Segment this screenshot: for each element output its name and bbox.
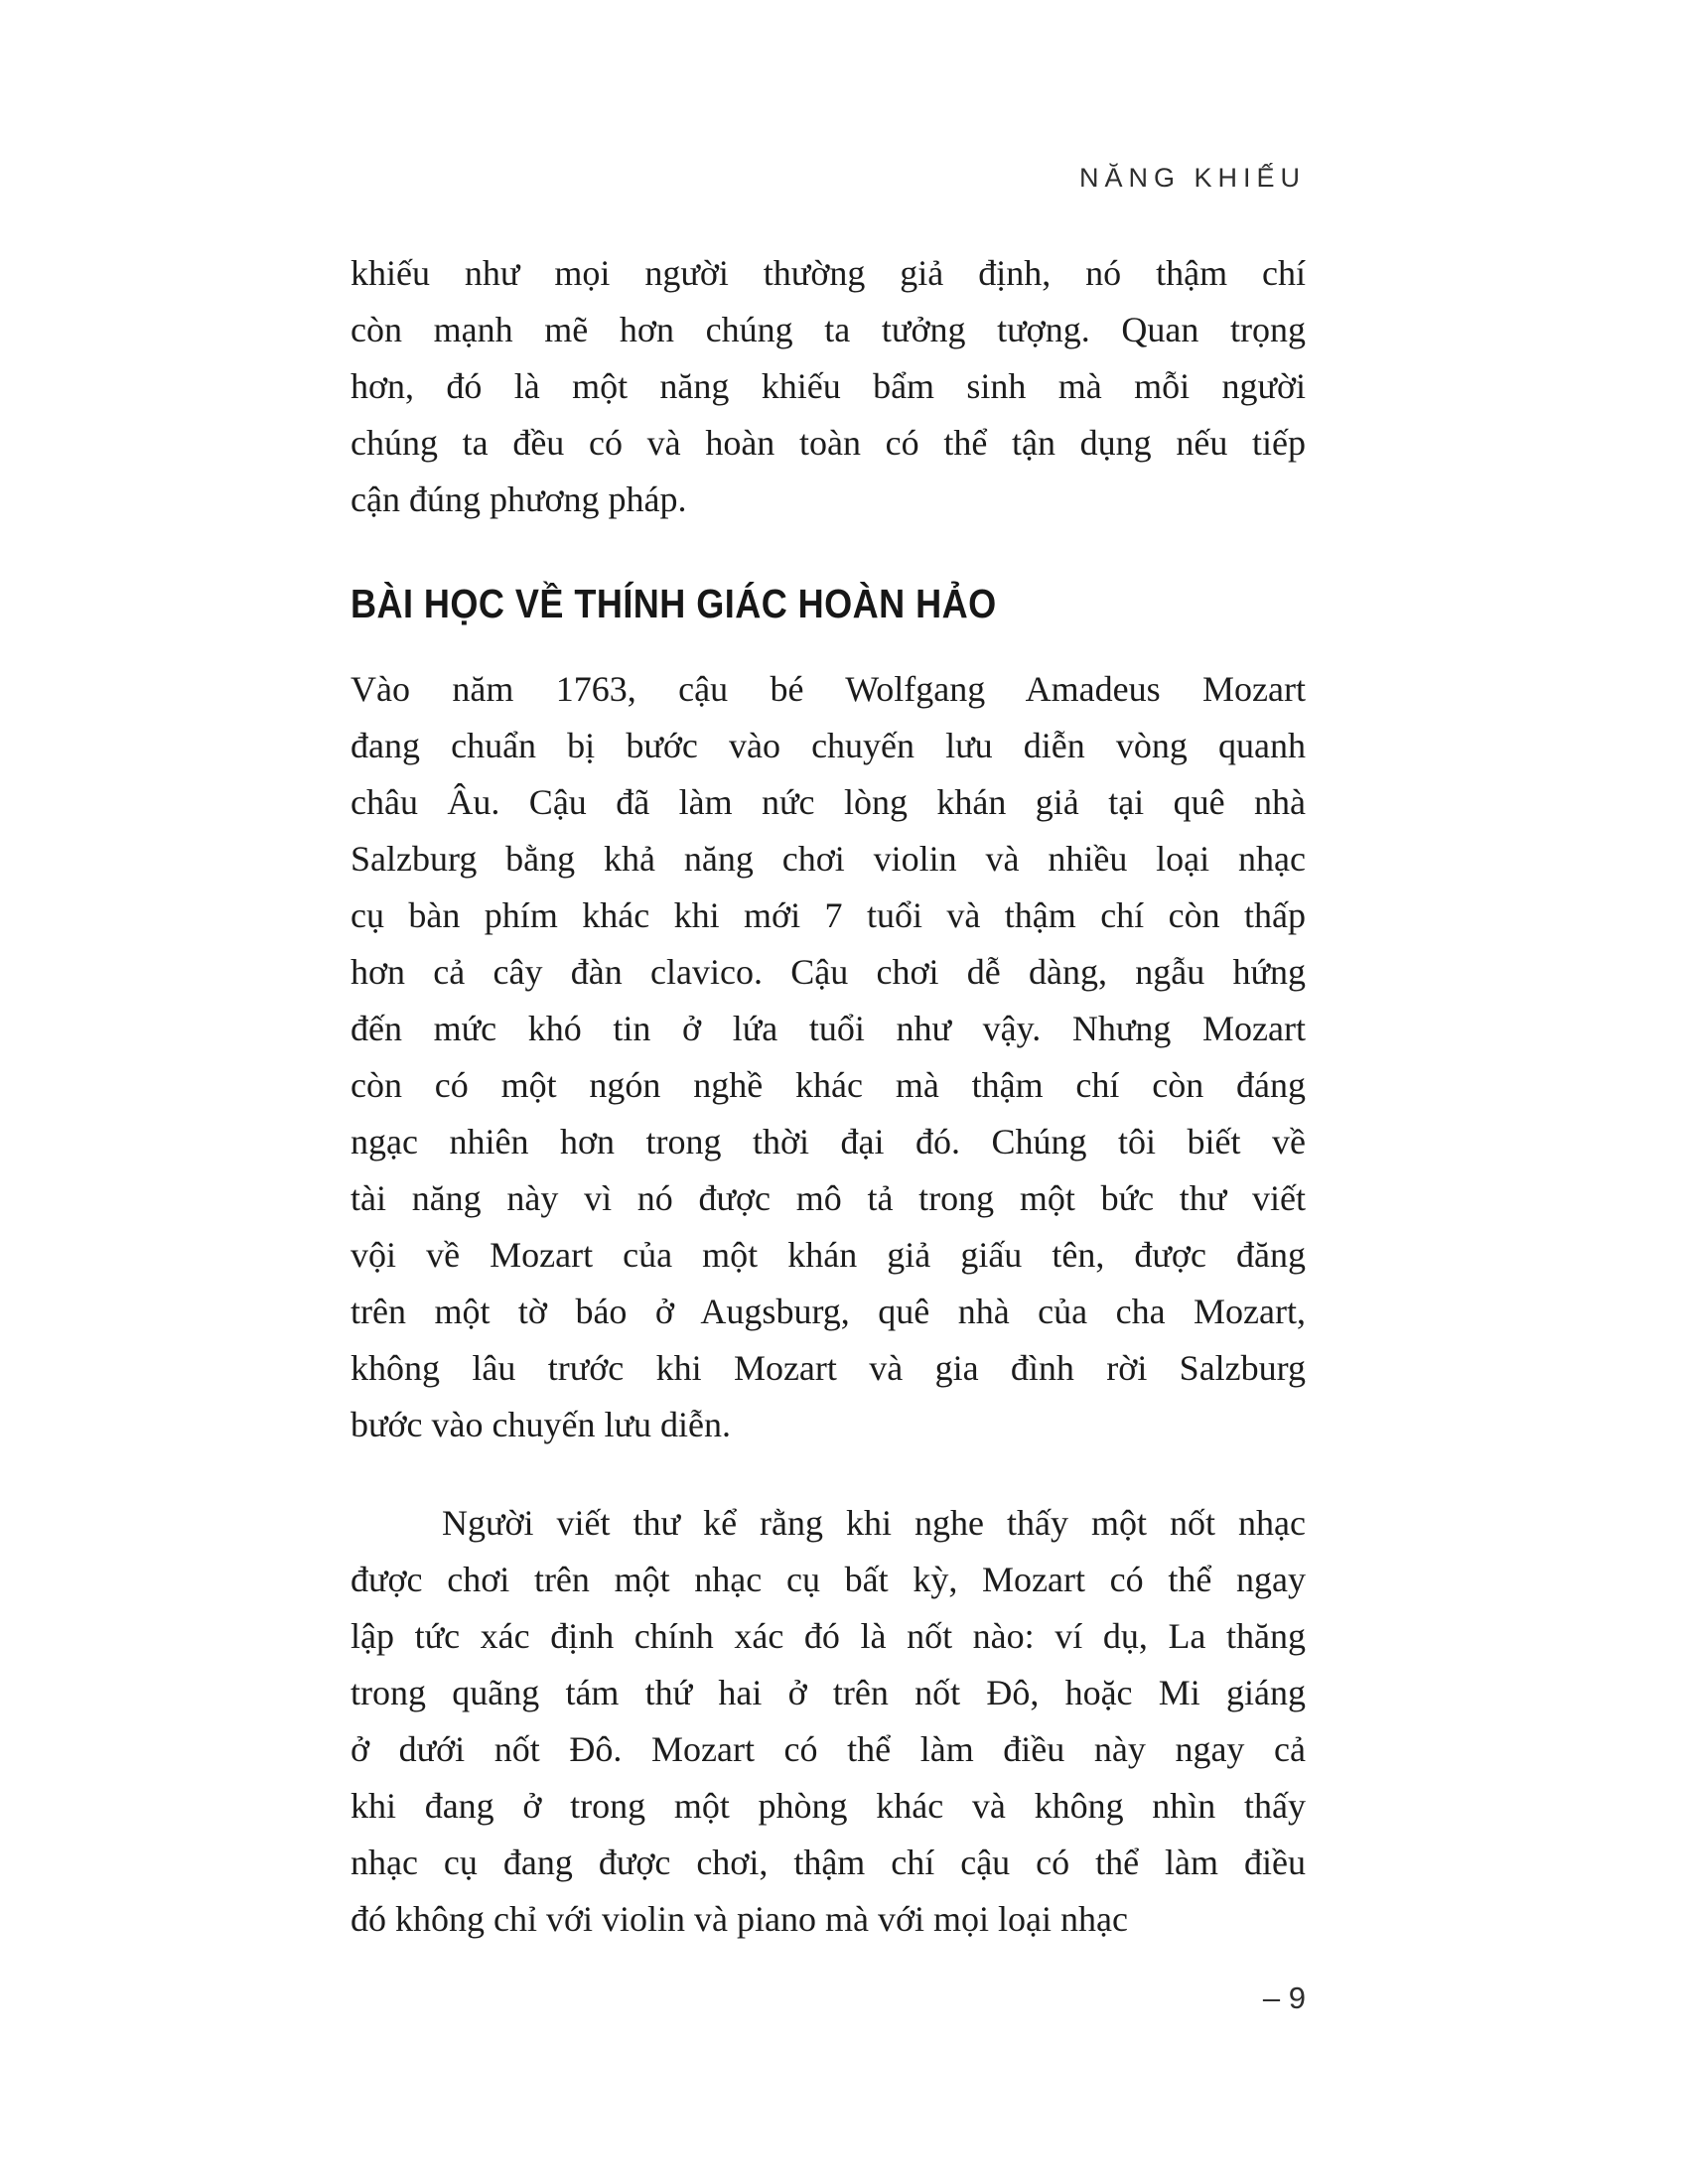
text-line: trong quãng tám thứ hai ở trên nốt Đô, hoặc Mi giáng xyxy=(351,1673,1306,1712)
text-line: hơn cả cây đàn clavico. Cậu chơi dễ dàng, ngẫu hứng xyxy=(351,952,1306,992)
paragraph-continued xyxy=(351,245,1306,528)
text-line: không lâu trước khi Mozart và gia đình rời Salzburg xyxy=(351,1348,1306,1388)
text-line: trên một tờ báo ở Augsburg, quê nhà của cha Mozart, xyxy=(351,1292,1306,1331)
text-line: lập tức xác định chính xác đó là nốt nào: ví dụ, La thăng xyxy=(351,1616,1306,1656)
text-line: bước vào chuyến lưu diễn. xyxy=(351,1405,731,1444)
text-column xyxy=(351,245,1306,1948)
text-line: Người viết thư kể rằng khi nghe thấy một nốt nhạc xyxy=(442,1503,1306,1543)
text-line: đến mức khó tin ở lứa tuổi như vậy. Nhưng Mozart xyxy=(351,1009,1306,1048)
text-line: cận đúng phương pháp. xyxy=(351,479,687,519)
text-line: châu Âu. Cậu đã làm nức lòng khán giả tại quê nhà xyxy=(351,782,1306,822)
text-line: cụ bàn phím khác khi mới 7 tuổi và thậm chí còn thấp xyxy=(351,895,1306,935)
text-line: còn mạnh mẽ hơn chúng ta tưởng tượng. Quan trọng xyxy=(351,310,1306,349)
text-line: Salzburg bằng khả năng chơi violin và nhiều loại nhạc xyxy=(351,839,1306,879)
paragraph-mozart-intro xyxy=(351,661,1306,1453)
section-heading: BÀI HỌC VỀ THÍNH GIÁC HOÀN HẢO xyxy=(351,581,997,626)
text-line: khiếu như mọi người thường giả định, nó thậm chí xyxy=(351,253,1306,293)
text-line: tài năng này vì nó được mô tả trong một bức thư viết xyxy=(351,1178,1306,1218)
text-line: vội về Mozart của một khán giả giấu tên, được đăng xyxy=(351,1235,1306,1275)
text-line: khi đang ở trong một phòng khác và không nhìn thấy xyxy=(351,1786,1306,1826)
text-line: chúng ta đều có và hoàn toàn có thể tận dụng nếu tiếp xyxy=(351,423,1306,463)
text-line: đang chuẩn bị bước vào chuyến lưu diễn vòng quanh xyxy=(351,726,1306,765)
text-line: ngạc nhiên hơn trong thời đại đó. Chúng tôi biết về xyxy=(351,1122,1306,1161)
text-line: còn có một ngón nghề khác mà thậm chí còn đáng xyxy=(351,1065,1306,1105)
text-line: hơn, đó là một năng khiếu bẩm sinh mà mỗi người xyxy=(351,366,1306,406)
page-number: – 9 xyxy=(1262,1980,1306,2015)
text-line: ở dưới nốt Đô. Mozart có thể làm điều này ngay cả xyxy=(351,1729,1306,1769)
text-line: Vào năm 1763, cậu bé Wolfgang Amadeus Mozart xyxy=(351,669,1306,709)
paragraph-letter-account xyxy=(351,1495,1306,1948)
running-head: NĂNG KHIẾU xyxy=(1078,163,1306,193)
text-line: nhạc cụ đang được chơi, thậm chí cậu có thể làm điều xyxy=(351,1843,1306,1882)
text-line: đó không chỉ với violin và piano mà với mọi loại nhạc xyxy=(351,1899,1128,1939)
text-line: được chơi trên một nhạc cụ bất kỳ, Mozart có thể ngay xyxy=(351,1560,1306,1599)
